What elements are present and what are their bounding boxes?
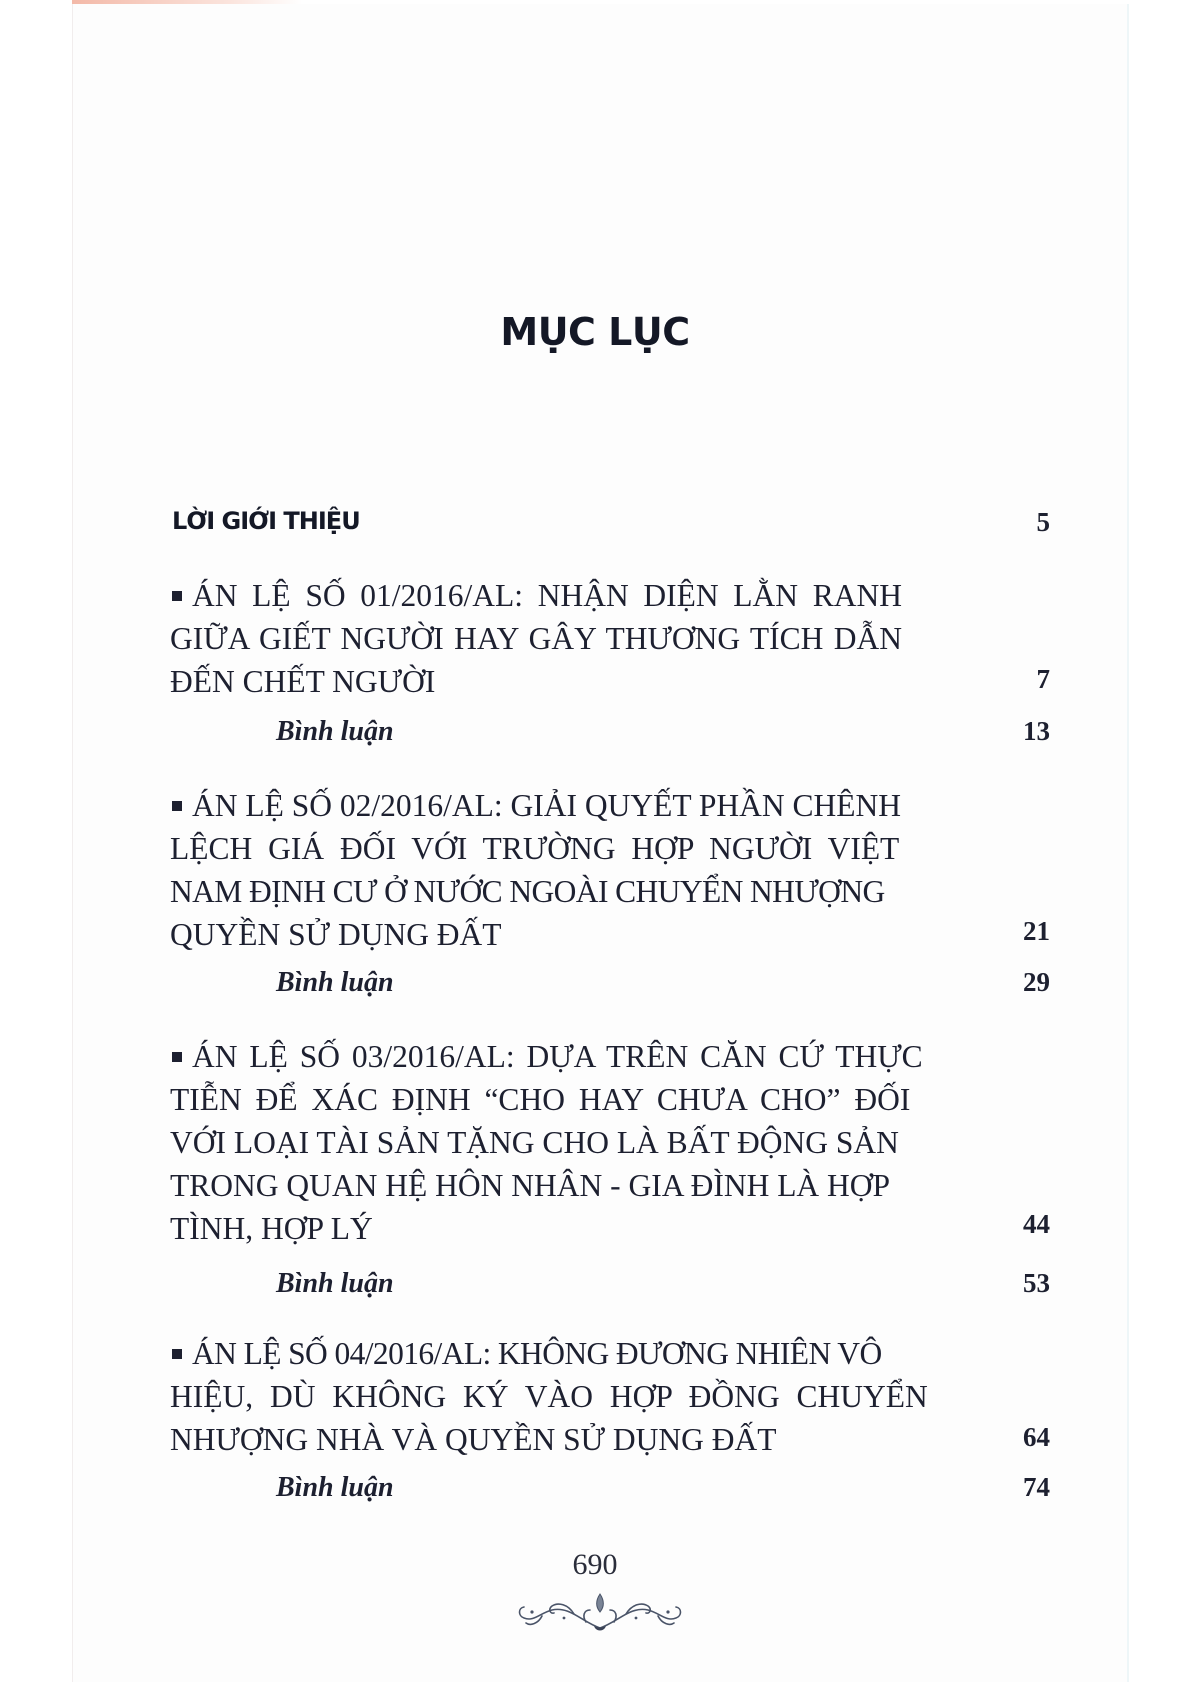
- toc-entry-title: ÁN LỆ SỐ 03/2016/AL: DỰA TRÊN CĂN CỨ THỰC TIỄN ĐỂ XÁC ĐỊNH “CHO HAY CHƯA CHO” ĐỐI VỚI LOẠI TÀI SẢN TẶNG CHO LÀ BẤT ĐỘNG SẢN TRONG QUAN HỆ HÔN NHÂN - GIA ĐÌNH LÀ HỢP TÌNH, HỢP LÝ: [170, 1039, 923, 1246]
- toc-intro-label: LỜI GIỚI THIỆU: [172, 507, 360, 535]
- toc-page-number: 7: [1036, 664, 1050, 694]
- toc-entry-title: ÁN LỆ SỐ 01/2016/AL: NHẬN DIỆN LẰN RANH GIỮA GIẾT NGƯỜI HAY GÂY THƯƠNG TÍCH DẪN ĐẾN CHẾT NGƯỜI: [170, 578, 902, 699]
- toc-page-number: 29: [1023, 967, 1050, 997]
- toc-page-number: 64: [1023, 1422, 1050, 1452]
- toc-page-number: 74: [1023, 1472, 1050, 1502]
- toc-entry-title: ÁN LỆ SỐ 04/2016/AL: KHÔNG ĐƯƠNG NHIÊN VÔ HIỆU, DÙ KHÔNG KÝ VÀO HỢP ĐỒNG CHUYỂN NHƯỢNG NHÀ VÀ QUYỀN SỬ DỤNG ĐẤT: [170, 1336, 928, 1457]
- toc-page-number: 13: [1023, 716, 1050, 746]
- toc-entry-title: ÁN LỆ SỐ 02/2016/AL: GIẢI QUYẾT PHẦN CHÊNH LỆCH GIÁ ĐỐI VỚI TRƯỜNG HỢP NGƯỜI VIỆT NAM ĐỊNH CƯ Ở NƯỚC NGOÀI CHUYỂN NHƯỢNG QUYỀN SỬ DỤNG ĐẤT: [170, 788, 902, 952]
- square-bullet-icon: [172, 801, 182, 811]
- comment-label: Bình luận: [276, 1472, 394, 1503]
- toc-page-number: 53: [1023, 1268, 1050, 1298]
- square-bullet-icon: [172, 1349, 182, 1359]
- toc-page-number: 5: [1036, 507, 1050, 537]
- square-bullet-icon: [172, 591, 182, 601]
- toc-comment-4[interactable]: [170, 1472, 1050, 1508]
- toc-comment-1[interactable]: [170, 716, 1050, 752]
- page-title: MỤC LỤC: [500, 310, 690, 354]
- comment-label: Bình luận: [276, 716, 394, 747]
- toc-comment-2[interactable]: [170, 967, 1050, 1003]
- toc-page-number: 44: [1023, 1209, 1050, 1239]
- square-bullet-icon: [172, 1052, 182, 1062]
- toc-page-number: 21: [1023, 916, 1050, 946]
- floral-ornament-icon: [512, 1588, 688, 1634]
- page-number: 690: [572, 1548, 618, 1581]
- comment-label: Bình luận: [276, 967, 394, 998]
- toc-row-intro[interactable]: [170, 507, 1050, 541]
- toc-comment-3[interactable]: [170, 1268, 1050, 1304]
- comment-label: Bình luận: [276, 1268, 394, 1299]
